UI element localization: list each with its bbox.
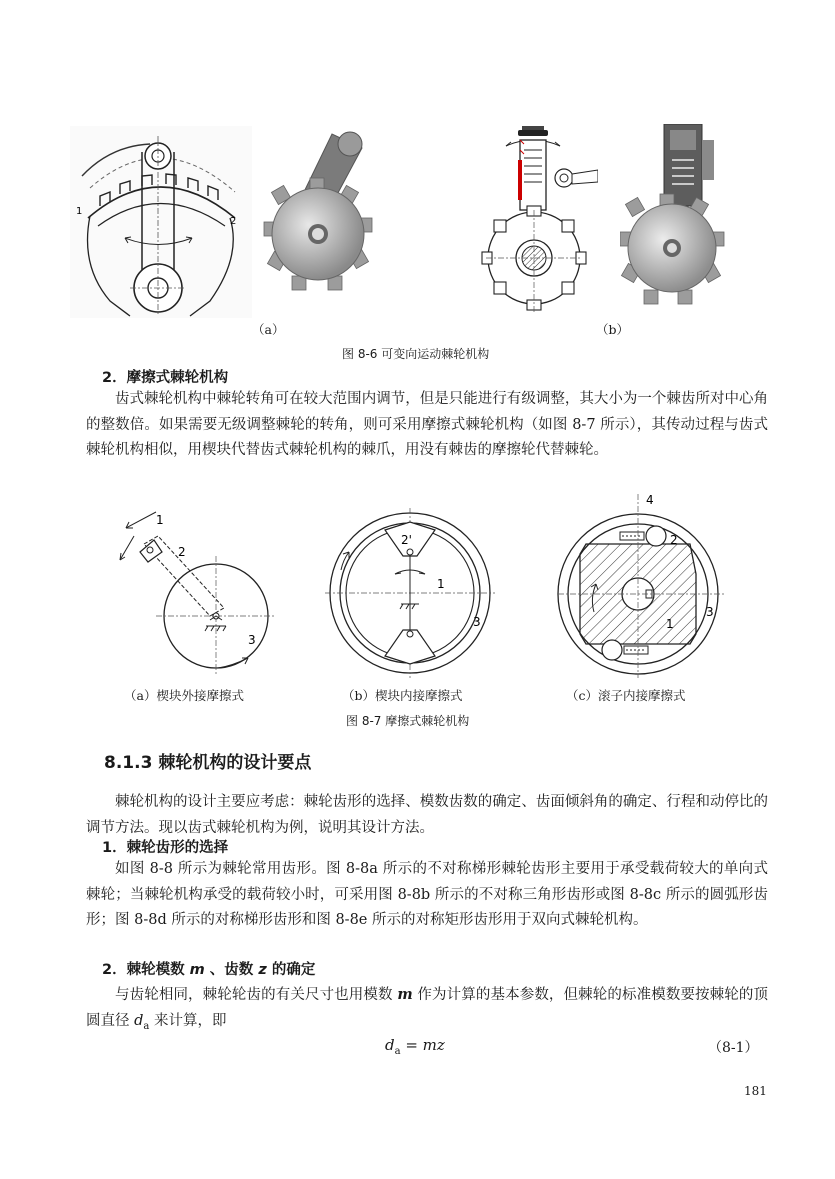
figure-8-7-b — [325, 508, 495, 678]
fig87a-label-2: 2 — [178, 545, 186, 559]
fig86-sub-b: （b） — [596, 322, 630, 337]
fig86-label-2: 2 — [230, 216, 237, 227]
heading-prefix: 2．棘轮模数 — [102, 962, 190, 978]
fig86-caption: 图 8-6 可变向运动棘轮机构 — [342, 347, 490, 361]
fig87c-label-1: 1 — [666, 617, 674, 631]
para-part-3: 来计算，即 — [149, 1012, 227, 1029]
figure-8-7-a — [100, 500, 280, 680]
figure-8-6-a-drawing — [70, 126, 252, 318]
page-number: 181 — [744, 1084, 767, 1098]
para-sub-a: a — [143, 1020, 150, 1032]
heading-suffix: 的确定 — [266, 962, 316, 978]
fig87-sub-a: （a）楔块外接摩擦式 — [124, 688, 244, 703]
equation-8-1 — [385, 1036, 445, 1057]
heading-z: z — [258, 962, 267, 978]
section-friction-paragraph: 齿式棘轮机构中棘轮转角可在较大范围内调节，但是只能进行有级调整，其大小为一个棘齿所对中心角的整数倍。如果需要无级调整棘轮的转角，则可采用摩擦式棘轮机构（如图 8-7 所示），其传动过程与齿式棘轮机构相似，用楔块代替齿式棘轮机构的棘爪，用没有棘齿的摩擦轮代替棘轮。 — [86, 391, 768, 458]
section-intro-paragraph: 棘轮机构的设计主要应考虑：棘轮齿形的选择、模数齿数的确定、齿面倾斜角的确定、行程和动停比的调节方法。现以齿式棘轮机构为例，说明其设计方法。 — [86, 794, 768, 836]
tooth-profile-heading: 1．棘轮齿形的选择 — [102, 840, 229, 856]
module-teeth-heading — [102, 958, 315, 979]
figure-8-7-c — [546, 494, 726, 678]
para-part-2: 作为计算的基本参数，但棘轮的标准模数要按棘轮的顶圆直径 — [86, 987, 769, 1029]
heading-mid: 、齿数 — [204, 962, 259, 978]
fig87c-label-4: 4 — [646, 494, 654, 507]
figure-8-6-b-photo — [620, 124, 728, 314]
figure-8-6-b-drawing — [478, 120, 598, 315]
fig87-sub-c: （c）滚子内接摩擦式 — [566, 688, 686, 703]
tooth-profile-paragraph: 如图 8-8 所示为棘轮常用齿形。图 8-8a 所示的不对称梯形棘轮齿形主要用于承受载荷较大的单向式棘轮；当棘轮机构承受的载荷较小时，可采用图 8-8b 所示的不对称三角形齿形或图 8-8c 所示的圆弧形齿形；图 8-8d 所示的对称梯形齿形和图 8-8e 所示的对称矩形齿形用于双向式棘轮机构。 — [86, 861, 768, 928]
section-heading-8-1-3: 8.1.3 棘轮机构的设计要点 — [104, 753, 312, 773]
equation-number: （8-1） — [708, 1040, 759, 1056]
fig86-label-1: 1 — [76, 206, 83, 217]
heading-m: m — [189, 962, 205, 978]
section-friction-heading: 2．摩擦式棘轮机构 — [102, 370, 229, 386]
eq-rhs: = mz — [400, 1036, 445, 1054]
eq-lhs: d — [385, 1036, 395, 1054]
module-teeth-paragraph — [86, 982, 768, 1039]
para-d: d — [134, 1012, 144, 1029]
eq-lhs-sub: a — [394, 1046, 401, 1057]
para-part-1: 与齿轮相同，棘轮轮齿的有关尺寸也用模数 — [115, 987, 398, 1003]
fig87a-label-1: 1 — [156, 513, 164, 527]
fig87-sub-b: （b）楔块内接摩擦式 — [342, 688, 463, 703]
fig87a-label-3: 3 — [248, 633, 256, 647]
fig87-caption: 图 8-7 摩擦式棘轮机构 — [346, 714, 470, 728]
fig87c-label-3: 3 — [706, 605, 714, 619]
fig87b-label-2p: 2' — [401, 533, 412, 547]
fig87b-label-3: 3 — [473, 615, 481, 629]
fig86-sub-a: （a） — [252, 322, 285, 337]
fig87b-label-1: 1 — [437, 577, 445, 591]
figure-8-6-a-photo — [262, 126, 374, 311]
para-m: m — [397, 986, 413, 1003]
fig87c-label-2: 2 — [670, 533, 678, 547]
